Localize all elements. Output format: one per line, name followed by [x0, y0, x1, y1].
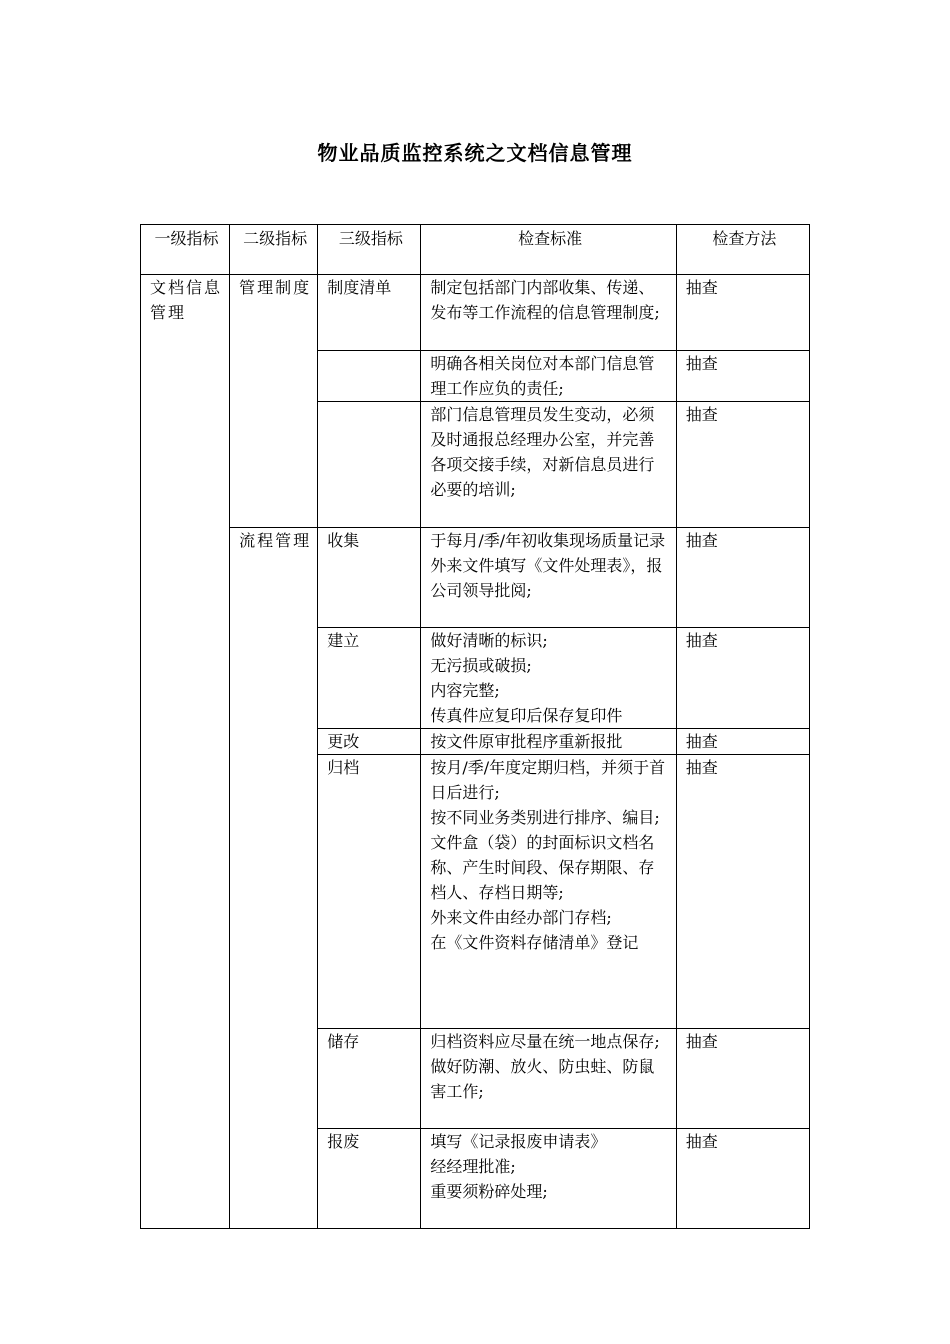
standard-line: 于每月/季/年初收集现场质量记录 [430, 531, 666, 550]
header-standard: 检查标准 [421, 225, 676, 275]
standard-cell [421, 1129, 676, 1229]
standard-line: 明确各相关岗位对本部门信息管理工作应负的责任; [430, 354, 655, 398]
method-cell: 抽查 [676, 729, 809, 755]
level3-cell: 更改 [318, 729, 421, 755]
standard-line: 制定包括部门内部收集、传递、发布等工作流程的信息管理制度; [430, 278, 660, 322]
method-cell: 抽查 [676, 1029, 809, 1129]
method-cell: 抽查 [676, 528, 809, 628]
standard-cell [421, 755, 676, 1029]
method-cell: 抽查 [676, 275, 809, 351]
method-cell: 抽查 [676, 628, 809, 729]
standard-line: 内容完整; [430, 681, 500, 700]
standard-cell [421, 402, 676, 528]
method-cell: 抽查 [676, 402, 809, 528]
level3-cell: 储存 [318, 1029, 421, 1129]
standard-line: 填写《记录报废申请表》 [430, 1132, 607, 1151]
header-level2: 二级指标 [230, 225, 318, 275]
standard-cell [421, 351, 676, 402]
standard-line: 文件盒（袋）的封面标识文档名称、产生时间段、保存期限、存档人、存档日期等; [430, 833, 655, 902]
table-row [141, 275, 810, 351]
standard-cell [421, 1029, 676, 1129]
table-header-row [141, 225, 810, 275]
standard-cell [421, 729, 676, 755]
standard-line: 外来文件填写《文件处理表》，报公司领导批阅; [430, 556, 663, 600]
level3-cell: 建立 [318, 628, 421, 729]
standard-line: 按不同业务类别进行排序、编目; [430, 808, 660, 827]
standard-line: 重要须粉碎处理; [430, 1182, 548, 1201]
standard-line: 外来文件由经办部门存档; [430, 908, 612, 927]
level3-cell: 收集 [318, 528, 421, 628]
standard-cell [421, 275, 676, 351]
level1-cell: 文档信息管理 [141, 275, 230, 1229]
header-method: 检查方法 [676, 225, 809, 275]
standard-line: 按文件原审批程序重新报批 [430, 732, 623, 751]
header-level3: 三级指标 [318, 225, 421, 275]
standard-line: 部门信息管理员发生变动，必须及时通报总经理办公室，并完善各项交接手续，对新信息员进行必要的培训; [430, 405, 655, 499]
level2-cell: 管理制度 [230, 275, 318, 528]
standard-line: 传真件应复印后保存复印件 [430, 706, 623, 725]
page-title: 物业品质监控系统之文档信息管理 [317, 141, 633, 165]
standard-line: 做好防潮、放火、防虫蛀、防鼠害工作; [430, 1057, 655, 1101]
level3-cell: 制度清单 [318, 275, 421, 351]
level3-cell: 归档 [318, 755, 421, 1029]
method-cell: 抽查 [676, 1129, 809, 1229]
header-level1: 一级指标 [141, 225, 230, 275]
standard-line: 归档资料应尽量在统一地点保存; [430, 1032, 660, 1051]
method-cell: 抽查 [676, 351, 809, 402]
level3-cell [318, 402, 421, 528]
standard-cell [421, 628, 676, 729]
method-cell: 抽查 [676, 755, 809, 1029]
standard-line: 按月/季/年度定期归档，并须于首日后进行; [430, 758, 666, 802]
standard-line: 经经理批准; [430, 1157, 516, 1176]
level3-cell [318, 351, 421, 402]
level3-cell: 报废 [318, 1129, 421, 1229]
table-row [141, 528, 810, 628]
quality-index-table [140, 224, 810, 1229]
level2-cell: 流程管理 [230, 528, 318, 1229]
standard-line: 无污损或破损; [430, 656, 532, 675]
standard-line: 做好清晰的标识; [430, 631, 548, 650]
standard-cell [421, 528, 676, 628]
standard-line: 在《文件资料存储清单》登记 [430, 933, 639, 952]
